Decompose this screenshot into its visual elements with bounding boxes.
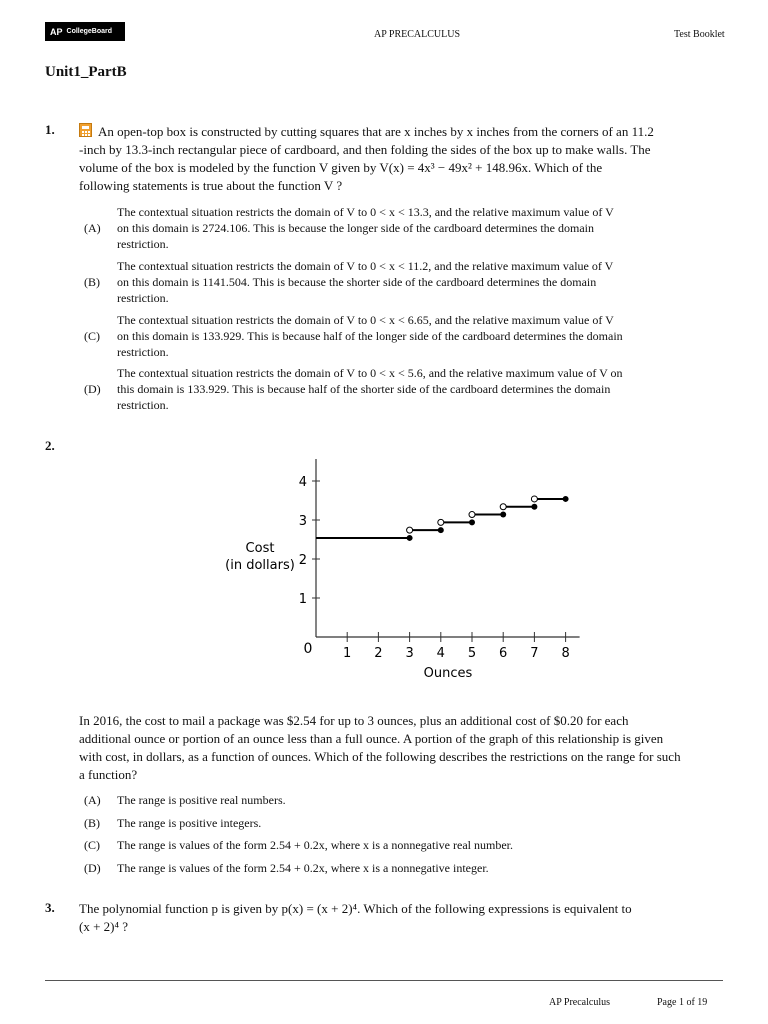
footer-course: AP Precalculus	[549, 997, 611, 1008]
option-letter: (D)	[84, 861, 101, 875]
open-endpoint	[500, 504, 506, 510]
closed-endpoint	[500, 512, 506, 518]
option-a-line[interactable]: on this domain is 2724.106. This is because the longer side of the cardboard determines the domain	[117, 221, 595, 235]
x-tick-label: 8	[561, 646, 570, 661]
question-1-stem-line: following statements is true about the function V ?	[79, 178, 343, 193]
x-tick-label: 6	[499, 646, 508, 661]
option-a-line[interactable]: restriction.	[117, 237, 169, 251]
unit-title: Unit1_PartB	[45, 64, 127, 80]
option-b-line[interactable]: restriction.	[117, 291, 169, 305]
option-letter: (A)	[84, 221, 101, 235]
footer-divider	[45, 980, 723, 981]
origin-label: 0	[303, 641, 313, 657]
question-1-stem-line: volume of the box is modeled by the function V given by V(x) = 4x³ − 49x² + 148.96x. Which of the	[79, 160, 603, 175]
y-tick-label: 4	[298, 475, 307, 490]
logo-ap-text: AP	[50, 26, 63, 37]
option-b-line[interactable]: on this domain is 1141.504. This is because the shorter side of the cardboard determines the domain	[117, 275, 597, 289]
logo-cb-text: CollegeBoard	[66, 28, 113, 35]
step-function-graph	[200, 455, 600, 695]
option-d-line[interactable]: restriction.	[117, 398, 169, 412]
option-letter: (D)	[84, 382, 101, 396]
option-b-text[interactable]: The range is positive integers.	[117, 816, 262, 830]
y-axis-label-line-2: (in dollars)	[225, 558, 295, 573]
option-letter: (B)	[84, 275, 100, 289]
closed-endpoint	[563, 496, 569, 502]
y-tick-label: 2	[298, 553, 307, 568]
question-2-stem-line: with cost, in dollars, as a function of ounces. Which of the following describes the restrictions on the range for such	[79, 749, 681, 764]
question-3-stem-line: The polynomial function p is given by p(x) = (x + 2)⁴. Which of the following expressions is equivalent to	[79, 901, 632, 916]
header-booklet: Test Booklet	[674, 29, 725, 40]
question-1-stem-line: An open-top box is constructed by cutting squares that are x inches by x inches from the corners of an 11.2	[98, 124, 654, 139]
x-tick-label: 1	[343, 646, 352, 661]
option-d-text[interactable]: The range is values of the form 2.54 + 0.2x, where x is a nonnegative integer.	[117, 861, 489, 875]
footer-page-number: Page 1 of 19	[657, 997, 708, 1008]
option-b-line[interactable]: The contextual situation restricts the domain of V to 0 < x < 11.2, and the relative maximum value of V	[117, 259, 614, 273]
open-endpoint	[438, 519, 444, 525]
question-1-number: 1.	[45, 122, 55, 137]
calculator-icon	[79, 123, 97, 139]
option-d-line[interactable]: The contextual situation restricts the domain of V to 0 < x < 5.6, and the relative maximum value of V on	[117, 366, 623, 380]
header-course: AP PRECALCULUS	[374, 29, 461, 40]
option-letter: (C)	[84, 838, 100, 852]
y-tick-label: 1	[298, 592, 307, 607]
ap-collegeboard-logo	[45, 22, 125, 41]
x-tick-label: 3	[405, 646, 414, 661]
closed-endpoint	[438, 527, 444, 533]
x-axis-label: Ounces	[423, 666, 473, 681]
question-3-stem-line: (x + 2)⁴ ?	[79, 919, 129, 934]
option-c-text[interactable]: The range is values of the form 2.54 + 0.2x, where x is a nonnegative real number.	[117, 838, 513, 852]
option-a-text[interactable]: The range is positive real numbers.	[117, 793, 286, 807]
option-c-line[interactable]: on this domain is 133.929. This is because half of the longer side of the cardboard determines the domain	[117, 329, 623, 343]
y-tick-label: 3	[298, 514, 307, 529]
x-tick-label: 2	[374, 646, 383, 661]
question-2-stem-line: In 2016, the cost to mail a package was $2.54 for up to 3 ounces, plus an additional cost of $0.20 for each	[79, 713, 629, 728]
question-1-stem-line: -inch by 13.3-inch rectangular piece of cardboard, and then folding the sides of the box up to make walls. The	[79, 142, 651, 157]
option-d-line[interactable]: this domain is 133.929. This is because half of the shorter side of the cardboard determines the domain	[117, 382, 611, 396]
open-endpoint	[407, 527, 413, 533]
option-letter: (B)	[84, 816, 100, 830]
option-c-line[interactable]: The contextual situation restricts the domain of V to 0 < x < 6.65, and the relative maximum value of V	[117, 313, 614, 327]
open-endpoint	[469, 512, 475, 518]
option-c-line[interactable]: restriction.	[117, 345, 169, 359]
x-tick-label: 4	[436, 646, 445, 661]
open-endpoint	[531, 496, 537, 502]
option-a-line[interactable]: The contextual situation restricts the domain of V to 0 < x < 13.3, and the relative maximum value of V	[117, 205, 614, 219]
question-2-stem-line: a function?	[79, 767, 138, 782]
closed-endpoint	[531, 504, 537, 510]
closed-endpoint	[407, 535, 413, 541]
question-2-number: 2.	[45, 438, 55, 453]
option-letter: (C)	[84, 329, 100, 343]
closed-endpoint	[469, 519, 475, 525]
question-2-stem-line: additional ounce or portion of an ounce less than a full ounce. A portion of the graph of this relationship is given	[79, 731, 664, 746]
x-tick-label: 5	[467, 646, 477, 661]
x-tick-label: 7	[530, 646, 539, 661]
y-axis-label-line-1: Cost	[245, 541, 275, 556]
option-letter: (A)	[84, 793, 101, 807]
graph-axes	[316, 459, 580, 637]
question-3-number: 3.	[45, 900, 55, 915]
